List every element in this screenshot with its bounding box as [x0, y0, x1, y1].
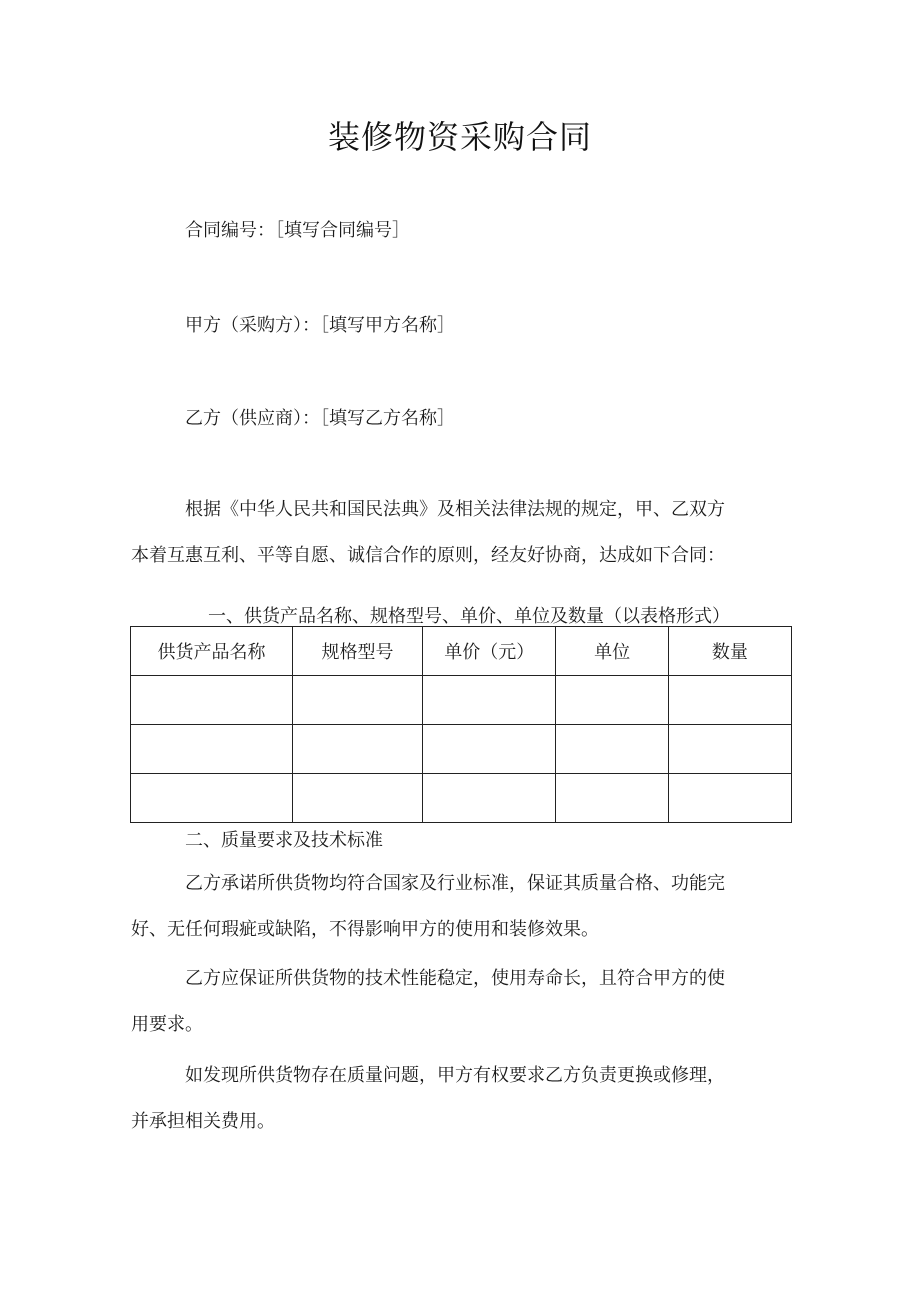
table-cell[interactable]: [131, 676, 293, 725]
quality-p2-line-2: 用要求。: [131, 1014, 203, 1035]
table-cell[interactable]: [292, 725, 422, 774]
header-unit-price: 单价（元）: [423, 627, 556, 676]
items-table: [130, 626, 792, 823]
table-row: [131, 725, 792, 774]
table-cell[interactable]: [668, 676, 791, 725]
header-unit: 单位: [556, 627, 668, 676]
quality-p3-line-1: 如发现所供货物存在质量问题，甲方有权要求乙方负责更换或修理，: [185, 1065, 725, 1086]
quality-paragraph-1: [131, 872, 795, 942]
table-cell[interactable]: [131, 774, 293, 823]
quality-p3-line-2: 并承担相关费用。: [131, 1111, 275, 1132]
intro-line-1: 根据《中华人民共和国民法典》及相关法律法规的规定，甲、乙双方: [185, 499, 725, 520]
section-2-heading: 二、质量要求及技术标准: [185, 830, 383, 851]
table-cell[interactable]: [423, 725, 556, 774]
table-cell[interactable]: [668, 725, 791, 774]
contract-number: 合同编号：［填写合同编号］: [185, 220, 410, 241]
quality-p1-line-2: 好、无任何瑕疵或缺陷，不得影响甲方的使用和装修效果。: [131, 919, 599, 940]
header-spec-model: 规格型号: [292, 627, 422, 676]
party-a: 甲方（采购方）：［填写甲方名称］: [185, 315, 455, 336]
header-quantity: 数量: [668, 627, 791, 676]
table-cell[interactable]: [423, 676, 556, 725]
party-b: 乙方（供应商）：［填写乙方名称］: [185, 408, 455, 429]
section-1-heading: 一、供货产品名称、规格型号、单价、单位及数量（以表格形式）: [208, 606, 730, 627]
intro-line-2: 本着互惠互利、平等自愿、诚信合作的原则，经友好协商，达成如下合同：: [131, 545, 725, 566]
quality-p2-line-1: 乙方应保证所供货物的技术性能稳定，使用寿命长，且符合甲方的使: [185, 968, 725, 989]
quality-paragraph-2: [131, 967, 795, 1037]
table-cell[interactable]: [668, 774, 791, 823]
table-header-row: [131, 627, 792, 676]
table-cell[interactable]: [292, 676, 422, 725]
document-title: 装修物资采购合同: [327, 118, 592, 156]
table-cell[interactable]: [423, 774, 556, 823]
table-cell[interactable]: [556, 725, 668, 774]
quality-paragraph-3: [131, 1064, 795, 1134]
table-row: [131, 676, 792, 725]
table-cell[interactable]: [556, 676, 668, 725]
table-cell[interactable]: [131, 725, 293, 774]
table-cell[interactable]: [556, 774, 668, 823]
table-cell[interactable]: [292, 774, 422, 823]
table-row: [131, 774, 792, 823]
quality-p1-line-1: 乙方承诺所供货物均符合国家及行业标准，保证其质量合格、功能完: [185, 873, 725, 894]
header-product-name: 供货产品名称: [131, 627, 293, 676]
intro-paragraph: [131, 498, 795, 568]
